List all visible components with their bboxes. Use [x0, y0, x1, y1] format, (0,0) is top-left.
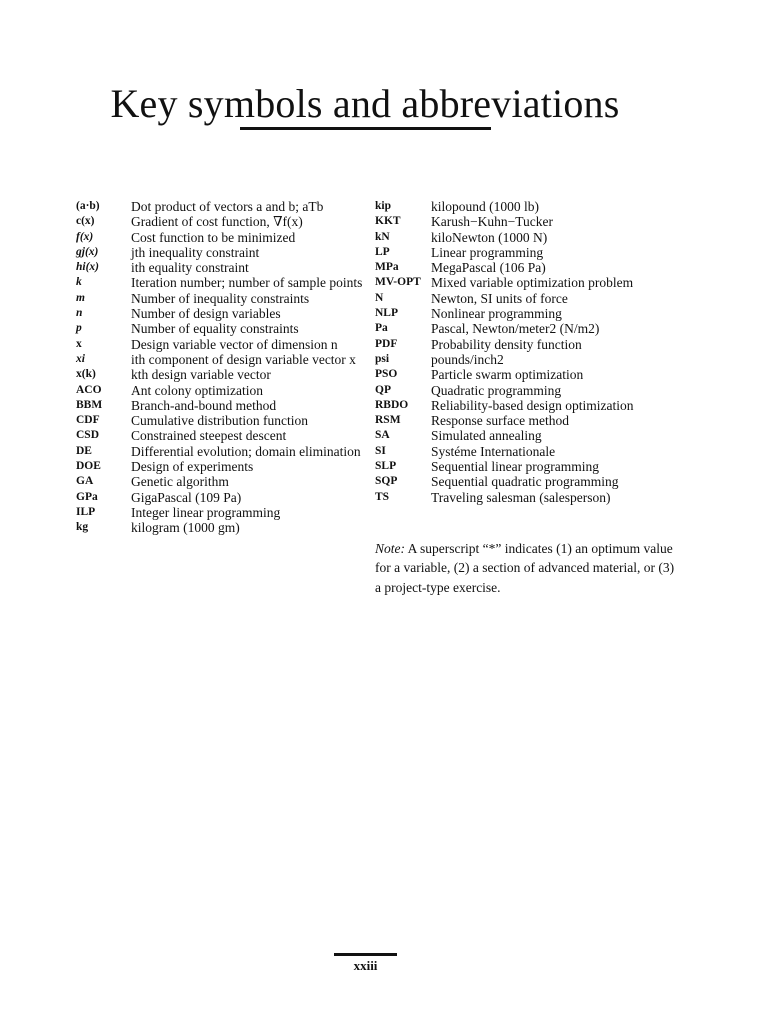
- symbol: kN: [375, 230, 390, 243]
- definition: ith equality constraint: [131, 260, 249, 276]
- list-item: [76, 245, 366, 260]
- definition: Iteration number; number of sample points: [131, 275, 363, 291]
- symbol: RSM: [375, 414, 401, 427]
- symbol: kip: [375, 200, 391, 212]
- symbol: GPa: [76, 490, 98, 503]
- symbol: ILP: [76, 505, 96, 518]
- list-item: [76, 398, 366, 413]
- list-item: [375, 352, 665, 367]
- list-item: [76, 367, 366, 382]
- list-item: [76, 383, 366, 398]
- definition: Gradient of cost function, ∇f(x): [131, 214, 303, 230]
- definition: Differential evolution; domain elimination: [131, 443, 361, 459]
- symbol: gj(x): [76, 245, 99, 258]
- list-item: [375, 230, 665, 245]
- definition: Dot product of vectors a and b; aTb: [131, 199, 324, 214]
- list-item: [375, 398, 665, 413]
- symbol: x(k): [76, 368, 96, 381]
- definition: kilopound (1000 lb): [431, 199, 539, 214]
- definition: Quadratic programming: [431, 382, 562, 398]
- list-item: [76, 321, 366, 336]
- note-label: Note:: [375, 540, 405, 556]
- definition: Number of design variables: [131, 306, 281, 322]
- definition: Constrained steepest descent: [131, 428, 287, 444]
- symbol: GA: [76, 475, 94, 488]
- symbol: BBM: [76, 398, 103, 411]
- symbol: Pa: [375, 322, 388, 335]
- symbol: psi: [375, 352, 390, 365]
- list-item: [375, 474, 665, 489]
- folio-rule: [334, 953, 397, 956]
- list-item: [76, 230, 366, 245]
- definition: pounds/inch2: [431, 351, 504, 367]
- symbol: QP: [375, 383, 391, 396]
- definition: Integer linear programming: [131, 504, 281, 520]
- symbol: CDF: [76, 414, 100, 427]
- symbol: xi: [76, 352, 85, 365]
- list-item: [375, 444, 665, 459]
- definition: kilogram (1000 gm): [131, 520, 240, 536]
- title-underline-rule: [240, 127, 491, 130]
- symbol: RBDO: [375, 398, 409, 411]
- symbol: hi(x): [76, 261, 99, 274]
- symbol: SQP: [375, 475, 398, 488]
- definition: Pascal, Newton/meter2 (N/m2): [431, 321, 600, 337]
- symbol: c(x): [76, 215, 95, 228]
- list-item: [375, 413, 665, 428]
- list-item: [375, 383, 665, 398]
- page-number: xxiii: [353, 958, 378, 973]
- list-item: [375, 214, 665, 229]
- definition: kiloNewton (1000 N): [431, 229, 548, 245]
- definition: Sequential quadratic programming: [431, 474, 619, 490]
- definition: GigaPascal (109 Pa): [131, 489, 242, 505]
- symbol: DE: [76, 444, 92, 457]
- symbol: kg: [76, 521, 89, 534]
- definition: Branch-and-bound method: [131, 397, 277, 413]
- list-item: [76, 490, 366, 505]
- symbol: TS: [375, 490, 390, 503]
- note-text: A superscript “*” indicates (1) an optimum value for a variable, (2) a section of advanced material, or (3) a project-type exercise.: [375, 540, 675, 595]
- list-item: [375, 291, 665, 306]
- list-item: [76, 214, 366, 229]
- symbol: k: [76, 276, 82, 289]
- symbol: MV-OPT: [375, 276, 421, 289]
- list-item: [76, 275, 366, 290]
- symbol: n: [76, 307, 83, 320]
- definition: Design variable vector of dimension n: [131, 336, 338, 352]
- footnote: [375, 539, 675, 598]
- list-item: [76, 474, 366, 489]
- list-item: [76, 428, 366, 443]
- definition: Mixed variable optimization problem: [431, 275, 634, 291]
- list-item: [375, 199, 665, 214]
- symbol: LP: [375, 245, 390, 258]
- symbol: SLP: [375, 460, 397, 473]
- symbol: f(x): [76, 230, 94, 243]
- list-item: [375, 275, 665, 290]
- list-item: [375, 337, 665, 352]
- definition: Systéme Internationale: [431, 443, 556, 459]
- list-item: [76, 520, 366, 535]
- symbol: MPa: [375, 261, 399, 274]
- list-item: [76, 459, 366, 474]
- symbol: KKT: [375, 215, 401, 228]
- definition: Reliability-based design optimization: [431, 397, 634, 413]
- definition: Design of experiments: [131, 459, 254, 475]
- symbol: NLP: [375, 307, 398, 320]
- definition: Simulated annealing: [431, 428, 542, 444]
- definition: ith component of design variable vector x: [131, 351, 356, 367]
- list-item: [76, 199, 366, 214]
- list-item: [76, 337, 366, 352]
- page-title: Key symbols and abbreviations: [110, 81, 620, 126]
- symbol: ACO: [76, 383, 102, 396]
- definition: Ant colony optimization: [131, 382, 263, 398]
- list-item: [375, 306, 665, 321]
- list-item: [76, 505, 366, 520]
- list-item: [375, 260, 665, 275]
- definition: jth inequality constraint: [131, 244, 260, 260]
- definition: Number of equality constraints: [131, 321, 299, 337]
- definition: MegaPascal (106 Pa): [431, 260, 546, 276]
- definition: Genetic algorithm: [131, 474, 229, 490]
- list-item: [76, 260, 366, 275]
- definition: Nonlinear programming: [431, 306, 562, 322]
- definition: Karush−Kuhn−Tucker: [431, 214, 553, 230]
- list-item: [375, 321, 665, 336]
- definition: Traveling salesman (salesperson): [431, 489, 611, 505]
- list-item: [76, 291, 366, 306]
- symbol: SI: [375, 444, 386, 457]
- definition: Cumulative distribution function: [131, 413, 308, 429]
- symbols-list-right: [375, 199, 665, 505]
- list-item: [375, 245, 665, 260]
- list-item: [375, 490, 665, 505]
- symbol: p: [76, 322, 82, 335]
- symbol: DOE: [76, 460, 101, 473]
- definition: Linear programming: [431, 244, 544, 260]
- definition: Probability density function: [431, 336, 582, 352]
- symbol: SA: [375, 429, 390, 442]
- symbol: PDF: [375, 337, 398, 350]
- list-item: [375, 459, 665, 474]
- list-item: [375, 428, 665, 443]
- symbol: x: [76, 337, 82, 350]
- definition: Cost function to be minimized: [131, 229, 296, 245]
- list-item: [76, 444, 366, 459]
- symbol: CSD: [76, 429, 100, 442]
- symbols-list-left: [76, 199, 366, 536]
- definition: Response surface method: [431, 413, 569, 429]
- list-item: [375, 367, 665, 382]
- list-item: [76, 306, 366, 321]
- definition: Number of inequality constraints: [131, 290, 310, 306]
- definition: Newton, SI units of force: [431, 290, 568, 306]
- list-item: [76, 413, 366, 428]
- definition: Particle swarm optimization: [431, 367, 584, 383]
- symbol: N: [375, 291, 384, 304]
- symbol: PSO: [375, 368, 398, 381]
- symbol: (a·b): [76, 200, 100, 212]
- list-item: [76, 352, 366, 367]
- symbol: m: [76, 291, 85, 304]
- definition: Sequential linear programming: [431, 459, 599, 475]
- definition: kth design variable vector: [131, 367, 271, 383]
